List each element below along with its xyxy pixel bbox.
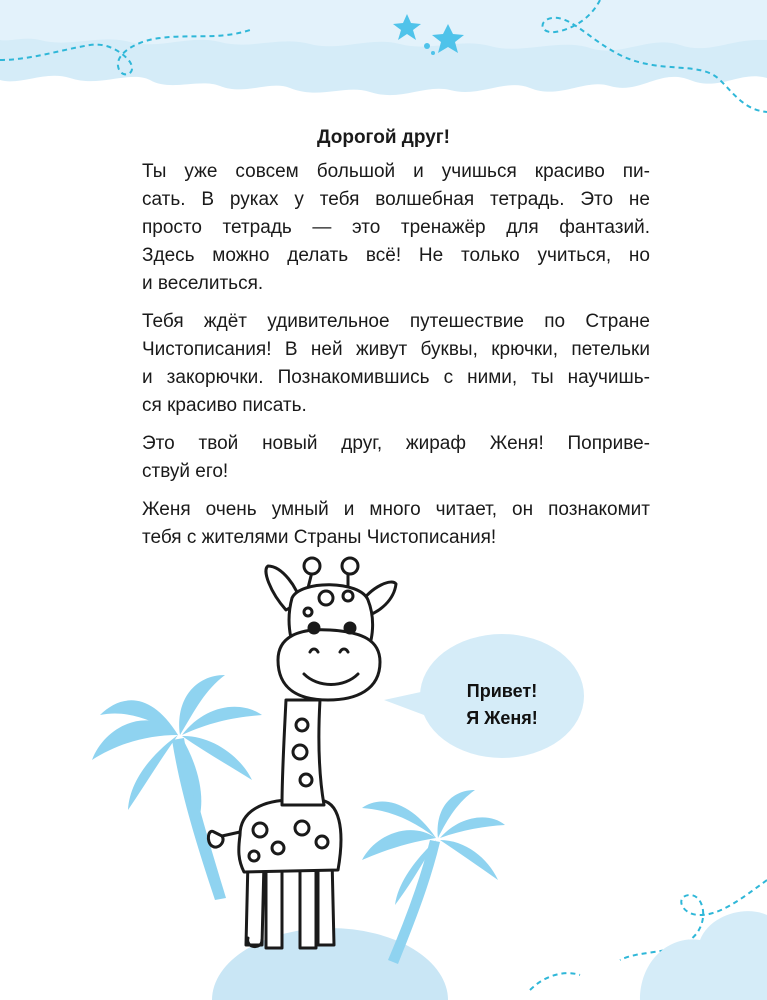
paragraph	[118, 496, 650, 552]
body-text	[118, 158, 650, 562]
text-line: Чистописания! В ней живут буквы, крючки, петельки	[142, 339, 650, 360]
text-line: тебя с жителями Страны Чистописания!	[142, 527, 497, 548]
text-line: Здесь можно делать всё! Не только учиться, но	[142, 245, 650, 266]
text-line: Это твой новый друг, жираф Женя! Поприве-	[142, 433, 650, 454]
text-line: ся красиво писать.	[142, 395, 307, 416]
paragraph	[118, 158, 650, 298]
bubble-line: Я Женя!	[466, 708, 538, 728]
giraffe-illustration	[208, 558, 396, 948]
paragraph	[118, 308, 650, 420]
text-line: и закорючки. Познакомившись с ними, ты научишь-	[142, 367, 650, 388]
text-line: Женя очень умный и много читает, он познакомит	[142, 499, 650, 520]
bubble-line: Привет!	[466, 681, 538, 701]
cloud-bottom-right	[640, 911, 767, 1000]
text-line: Тебя ждёт удивительное путешествие по Стране	[142, 311, 650, 332]
speech-bubble-text	[432, 678, 572, 732]
paragraph	[118, 430, 650, 486]
palm-tree	[92, 675, 262, 900]
text-line: Ты уже совсем большой и учишься красиво пи-	[142, 161, 650, 182]
text-line: ствуй его!	[142, 461, 229, 482]
text-line: просто тетрадь — это тренажёр для фантазий.	[142, 217, 650, 238]
page-title: Дорогой друг!	[316, 127, 451, 148]
text-line: и веселиться.	[142, 273, 264, 294]
text-line: сать. В руках у тебя волшебная тетрадь. Это не	[142, 189, 650, 210]
